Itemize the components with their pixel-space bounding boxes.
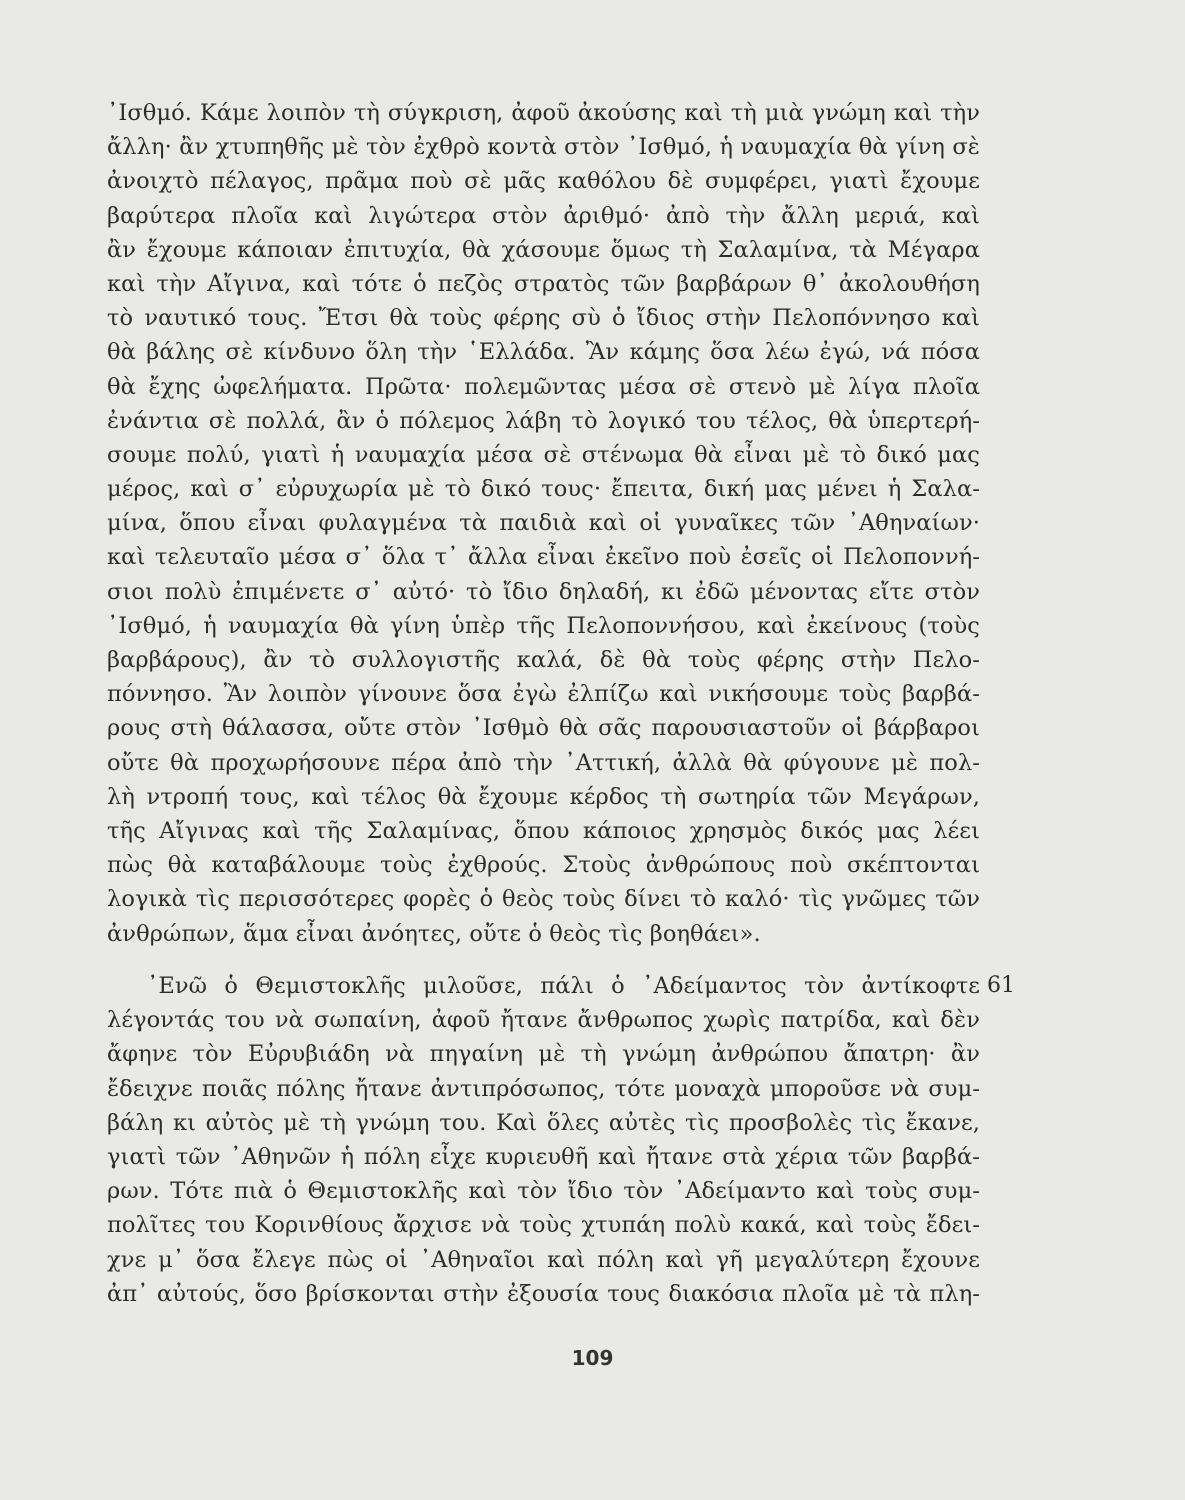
text-line: μίνα, ὅπου εἶναι φυλαγμένα τὰ παιδιὰ καὶ οἱ γυναῖκες τῶν ᾿Αθηναίων· bbox=[107, 510, 980, 537]
paragraph-speech bbox=[107, 96, 980, 951]
page-number: 109 bbox=[571, 1346, 614, 1370]
text-line: καὶ τὴν Αἴγινα, καὶ τότε ὁ πεζὸς στρατὸς τῶν βαρβάρων θ᾿ ἀκολουθήση bbox=[107, 270, 980, 297]
text-line: λογικὰ τὶς περισσότερες φορὲς ὁ θεὸς τοὺς δίνει τὸ καλό· τὶς γνῶμες τῶν bbox=[107, 886, 980, 913]
paragraph-narrative bbox=[107, 969, 980, 1311]
text-line: λέγοντάς του νὰ σωπαίνη, ἀφοῦ ἤτανε ἄνθρωπος χωρὶς πατρίδα, καὶ δὲν bbox=[107, 1007, 980, 1034]
text-line: οὔτε θὰ προχωρήσουνε πέρα ἀπὸ τὴν ᾿Αττική, ἀλλὰ θὰ φύγουνε μὲ πολ- bbox=[107, 749, 980, 776]
margin-section-number: 61 bbox=[987, 973, 1015, 998]
text-line: ρων. Τότε πιὰ ὁ Θεμιστοκλῆς καὶ τὸν ἴδιο τὸν ᾿Αδείμαντο καὶ τοὺς συμ- bbox=[107, 1178, 980, 1205]
text-line: ἀνθρώπων, ἅμα εἶναι ἀνόητες, οὔτε ὁ θεὸς τὶς βοηθάει». bbox=[107, 920, 761, 947]
text-line: σουμε πολύ, γιατὶ ἡ ναυμαχία μέσα σὲ στένωμα θὰ εἶναι μὲ τὸ δικό μας bbox=[107, 441, 980, 468]
text-line: ἀνοιχτὸ πέλαγος, πρᾶμα ποὺ σὲ μᾶς καθόλου δὲ συμφέρει, γιατὶ ἔχουμε bbox=[107, 168, 980, 195]
text-line: ᾿Ισθμό, ἡ ναυμαχία θὰ γίνη ὑπὲρ τῆς Πελοποννήσου, καὶ ἐκείνους (τοὺς bbox=[107, 612, 980, 639]
text-line: ἀπ᾿ αὐτούς, ὅσο βρίσκονται στὴν ἐξουσία τους διακόσια πλοῖα μὲ τὰ πλη- bbox=[107, 1280, 980, 1307]
text-line: πὼς θὰ καταβάλουμε τοὺς ἐχθρούς. Στοὺς ἀνθρώπους ποὺ σκέπτονται bbox=[107, 852, 980, 879]
text-line: ρους στὴ θάλασσα, οὔτε στὸν ᾿Ισθμὸ θὰ σᾶς παρουσιαστοῦν οἱ βάρβαροι bbox=[107, 715, 980, 742]
text-line: ἐνάντια σὲ πολλά, ἂν ὁ πόλεμος λάβη τὸ λογικό του τέλος, θὰ ὑπερτερή- bbox=[107, 407, 980, 434]
text-line: πόννησο. Ἂν λοιπὸν γίνουνε ὅσα ἐγὼ ἐλπίζω καὶ νικήσουμε τοὺς βαρβά- bbox=[107, 681, 980, 708]
text-line: ᾿Ενῶ ὁ Θεμιστοκλῆς μιλοῦσε, πάλι ὁ ᾿Αδείμαντος τὸν ἀντίκοφτε bbox=[147, 973, 980, 999]
text-line: βάλη κι αὐτὸς μὲ τὴ γνώμη του. Καὶ ὅλες αὐτὲς τὶς προσβολὲς τὶς ἔκανε, bbox=[107, 1109, 980, 1136]
text-line: σιοι πολὺ ἐπιμένετε σ᾿ αὐτό· τὸ ἴδιο δηλαδή, κι ἐδῶ μένοντας εἴτε στὸν bbox=[107, 578, 980, 605]
text-line: τὸ ναυτικό τους. Ἔτσι θὰ τοὺς φέρης σὺ ὁ ἴδιος στὴν Πελοπόννησο καὶ bbox=[107, 305, 980, 332]
text-line: πολῖτες του Κορινθίους ἄρχισε νὰ τοὺς χτυπάη πολὺ κακά, καὶ τοὺς ἔδει- bbox=[107, 1212, 980, 1239]
text-line: χνε μ᾿ ὅσα ἔλεγε πὼς οἱ ᾿Αθηναῖοι καὶ πόλη καὶ γῆ μεγαλύτερη ἔχουνε bbox=[107, 1246, 980, 1273]
text-line: μέρος, καὶ σ᾿ εὐρυχωρία μὲ τὸ δικό τους· ἔπειτα, δική μας μένει ἡ Σαλα- bbox=[107, 476, 980, 503]
text-line: ἄφηνε τὸν Εὐρυβιάδη νὰ πηγαίνη μὲ τὴ γνώμη ἀνθρώπου ἄπατρη· ἂν bbox=[107, 1041, 980, 1068]
text-line: τῆς Αἴγινας καὶ τῆς Σαλαμίνας, ὅπου κάποιος χρησμὸς δικός μας λέει bbox=[107, 817, 980, 844]
text-line: καὶ τελευταῖο μέσα σ᾿ ὅλα τ᾿ ἄλλα εἶναι ἐκεῖνο ποὺ ἐσεῖς οἱ Πελοποννή- bbox=[107, 544, 980, 571]
text-line: ἂν ἔχουμε κάποιαν ἐπιτυχία, θὰ χάσουμε ὅμως τὴ Σαλαμίνα, τὰ Μέγαρα bbox=[107, 236, 980, 263]
text-line: βαρβάρους), ἂν τὸ συλλογιστῆς καλά, δὲ θὰ τοὺς φέρης στὴν Πελο- bbox=[107, 647, 980, 673]
text-line: θὰ ἔχης ὠφελήματα. Πρῶτα· πολεμῶντας μέσα σὲ στενὸ μὲ λίγα πλοῖα bbox=[107, 373, 980, 400]
text-line: βαρύτερα πλοῖα καὶ λιγώτερα στὸν ἀριθμό· ἀπὸ τὴν ἄλλη μεριά, καὶ bbox=[107, 202, 980, 229]
text-line: ᾿Ισθμό. Κάμε λοιπὸν τὴ σύγκριση, ἀφοῦ ἀκούσης καὶ τὴ μιὰ γνώμη καὶ τὴν bbox=[107, 100, 980, 126]
text-line: γιατὶ τῶν ᾿Αθηνῶν ἡ πόλη εἶχε κυριευθῆ καὶ ἤτανε στὰ χέρια τῶν βαρβά- bbox=[107, 1143, 980, 1170]
text-line: ἔδειχνε ποιᾶς πόλης ἤτανε ἀντιπρόσωπος, τότε μοναχὰ μποροῦσε νὰ συμ- bbox=[107, 1075, 980, 1102]
text-line: θὰ βάλης σὲ κίνδυνο ὅλη τὴν ῾Ελλάδα. Ἂν κάμης ὅσα λέω ἐγώ, νά πόσα bbox=[107, 339, 980, 366]
text-line: λὴ ντροπή τους, καὶ τέλος θὰ ἔχουμε κέρδος τὴ σωτηρία τῶν Μεγάρων, bbox=[107, 783, 980, 810]
text-line: ἄλλη· ἂν χτυπηθῆς μὲ τὸν ἐχθρὸ κοντὰ στὸν ᾿Ισθμό, ἡ ναυμαχία θὰ γίνη σὲ bbox=[107, 134, 980, 161]
